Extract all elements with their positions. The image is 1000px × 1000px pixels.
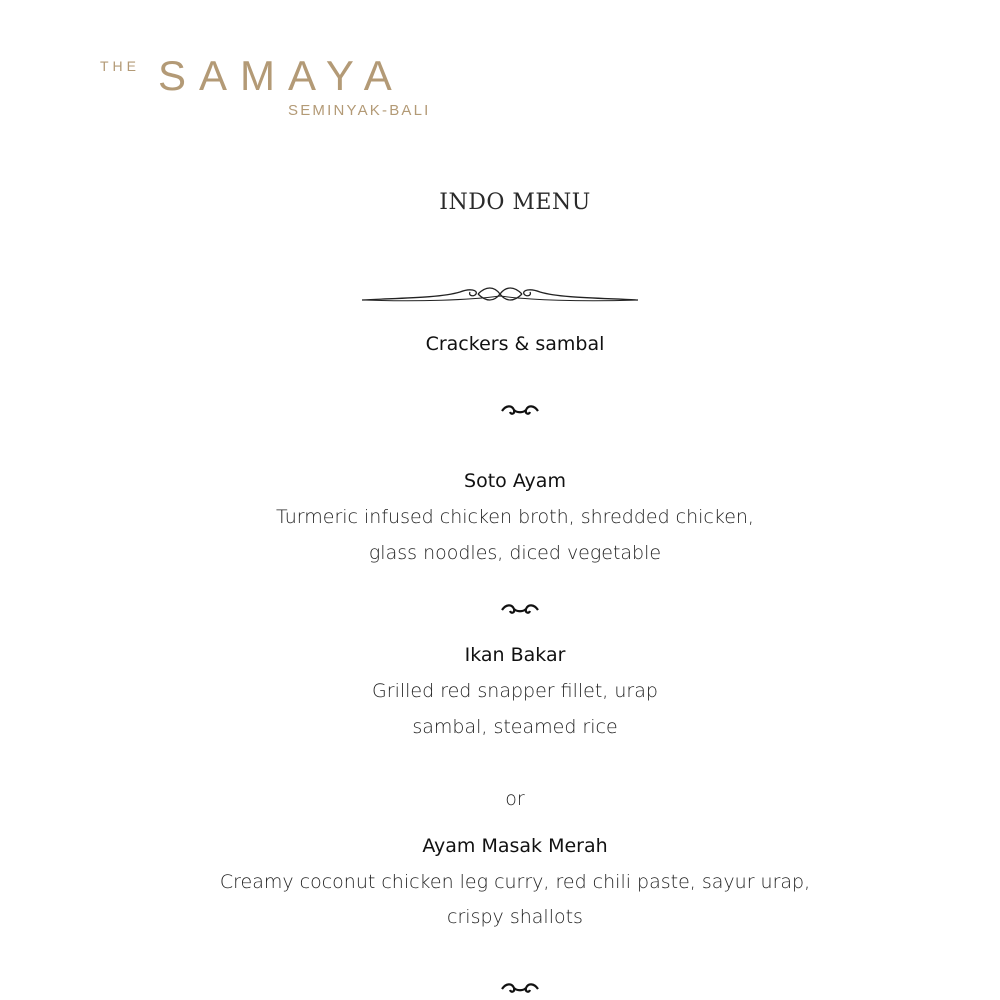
soto-ayam-desc-line2: glass noodles, diced vegetable xyxy=(368,542,662,564)
flourish-ornament-icon xyxy=(360,280,640,308)
divider-ornament-icon xyxy=(500,405,540,417)
or-text: or xyxy=(505,788,525,810)
divider-ornament-icon xyxy=(500,604,540,616)
ikan-bakar-name: Ikan Bakar xyxy=(464,644,566,666)
logo-the-text: THE xyxy=(100,58,140,74)
starter-text: Crackers & sambal xyxy=(425,333,605,355)
soto-ayam-desc-line1: Turmeric infused chicken broth, shredded chicken, xyxy=(276,506,754,528)
ikan-bakar-desc-line1: Grilled red snapper fillet, urap xyxy=(372,680,658,702)
ayam-masak-merah-name: Ayam Masak Merah xyxy=(422,835,608,857)
divider-ornament-icon xyxy=(500,983,540,995)
ikan-bakar-desc-line2: sambal, steamed rice xyxy=(412,716,618,738)
ayam-masak-merah-desc-line1: Creamy coconut chicken leg curry, red chili paste, sayur urap, xyxy=(219,871,811,893)
logo-name-text: SAMAYA xyxy=(158,52,405,99)
logo-location-text: SEMINYAK-BALI xyxy=(288,102,431,119)
menu-title: INDO MENU xyxy=(439,190,591,215)
soto-ayam-name: Soto Ayam xyxy=(464,470,566,492)
ayam-masak-merah-desc-line2: crispy shallots xyxy=(447,906,583,928)
